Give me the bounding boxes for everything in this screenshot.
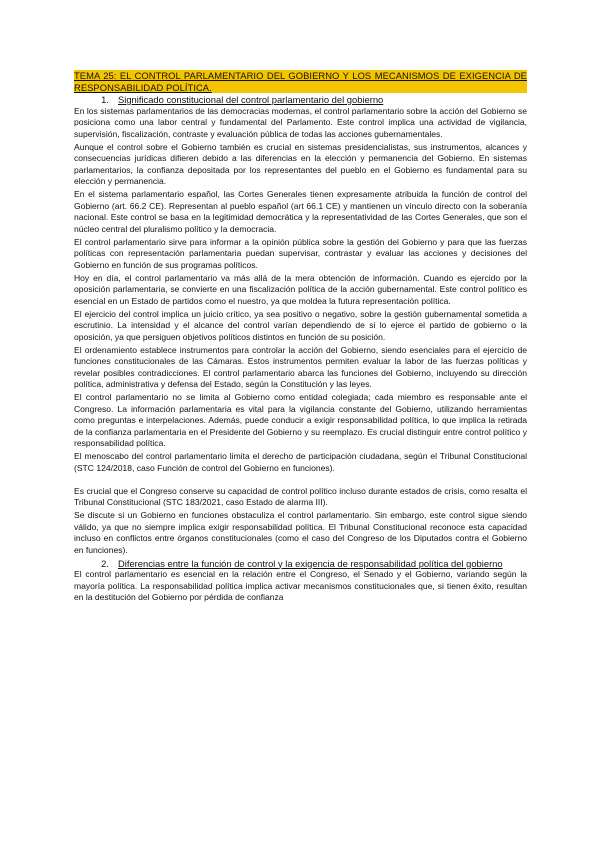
- section-number: 2.: [101, 557, 109, 569]
- section-heading-text: Diferencias entre la función de control y la exigencia de responsabilidad política del gobierno: [118, 557, 503, 569]
- section-1-body: [74, 106, 527, 475]
- paragraph: Es crucial que el Congreso conserve su capacidad de control político incluso durante estados de crisis, como resalta el Tribunal Constitucional (STC 183/2021, caso Estado de alarma III).: [74, 485, 527, 507]
- section-2-body: [74, 569, 527, 604]
- section-number: 1.: [101, 94, 109, 105]
- section-heading-1: [74, 94, 527, 106]
- paragraph: En el sistema parlamentario español, las Cortes Generales tienen expresamente atribuida la función de control del Gobierno (art. 66.2 CE). Representan al pueblo español (art 66.1 CE) y mantienen un vínculo directo con la soberanía nacional. Este control se basa en la legitimidad democrática y la representatividad de las Cortes Generales, que son el núcleo central del pluralismo político y la democracia.: [74, 189, 527, 234]
- paragraph: El control parlamentario es esencial en la relación entre el Congreso, el Senado y el Gobierno, variando según la mayoría política. La responsabilidad política implica activar mecanismos constitucionales que, si tienen éxito, resultan en la destitución del Gobierno por pérdida de confianza: [74, 569, 527, 602]
- paragraph: El control parlamentario no se limita al Gobierno como entidad colegiada; cada miembro es responsable ante el Congreso. La información parlamentaria es vital para la vigilancia constante del Gobierno, utilizando herramientas como preguntas e interpelaciones. Además, puede conducir a exigir responsabilidad política, lo que implica la retirada de la confianza parlamentaria en el Presidente del Gobierno y su reemplazo. Es crucial distinguir entre control político y responsabilidad política.: [74, 392, 527, 448]
- paragraph: El menoscabo del control parlamentario limita el derecho de participación ciudadana, según el Tribunal Constitucional (STC 124/2018, caso Función de control del Gobierno en funciones).: [74, 451, 527, 473]
- paragraph: El control parlamentario sirve para informar a la opinión pública sobre la gestión del Gobierno y para que las fuerzas políticas con representación parlamentaria puedan supervisar, contrastar y evaluar las acciones y decisiones del Gobierno en función de sus programas políticos.: [74, 236, 527, 270]
- paragraph: Hoy en día, el control parlamentario va más allá de la mera obtención de información. Cuando es ejercido por la oposición parlamentaria, se convierte en una fiscalización política de la acción gubernamental. Este control político es esencial en un Estado de partidos como el nuestro, ya que moldea la futura representación política.: [74, 272, 527, 306]
- document-title: TEMA 25: EL CONTROL PARLAMENTARIO DEL GOBIERNO Y LOS MECANISMOS DE EXIGENCIA DE RESPONSABILIDAD POLÍTICA.: [74, 70, 527, 93]
- paragraph-gap: [74, 476, 527, 486]
- section-heading-text: Significado constitucional del control parlamentario del gobierno: [118, 94, 384, 105]
- paragraph: En los sistemas parlamentarios de las democracias modernas, el control parlamentario sobre la acción del Gobierno se posiciona como una labor central y fundamental del Parlamento. Este control implica una actividad de vigilancia, supervisión, fiscalización, contraste y evaluación pública de todas las acciones gubernamentales.: [74, 105, 527, 139]
- paragraph: Se discute si un Gobierno en funciones obstaculiza el control parlamentario. Sin embargo, este control sigue siendo válido, ya que no siempre implica exigir responsabilidad política. El Tribunal Constitucional reconoce esta capacidad incluso en conflictos entre órganos constitucionales (como el caso del Congreso de los Diputados contra el Gobierno en funciones).: [74, 510, 527, 555]
- paragraph: El ordenamiento establece instrumentos para controlar la acción del Gobierno, siendo esenciales para el ejercicio de funciones constitucionales de las Cámaras. Estos instrumentos permiten evaluar la labor de las fuerzas políticas y revelar posibles contradicciones. El control parlamentario abarca las funciones del Gobierno, incluyendo su dirección política, administrativa y defensa del Estado, según la Constitución y las leyes.: [74, 344, 527, 389]
- paragraph: Aunque el control sobre el Gobierno también es crucial en sistemas presidencialistas, sus instrumentos, alcances y consecuencias jurídicas difieren debido a las diferencias en la elección y permanencia del Gobierno. En sistemas parlamentarios, la confianza depositada por los representantes del pueblo en el Gobierno es fundamental para su elección y permanencia.: [74, 141, 527, 186]
- document-page: [74, 70, 527, 605]
- section-1-continued: [74, 486, 527, 557]
- paragraph: El ejercicio del control implica un juicio crítico, ya sea positivo o negativo, sobre la gestión gubernamental sometida a escrutinio. La intensidad y el alcance del control varían dependiendo de si lo ejerce el partido de gobierno o la oposición, ya que persiguen objetivos políticos distintos en función de su posición.: [74, 308, 527, 342]
- section-heading-2: [74, 558, 527, 570]
